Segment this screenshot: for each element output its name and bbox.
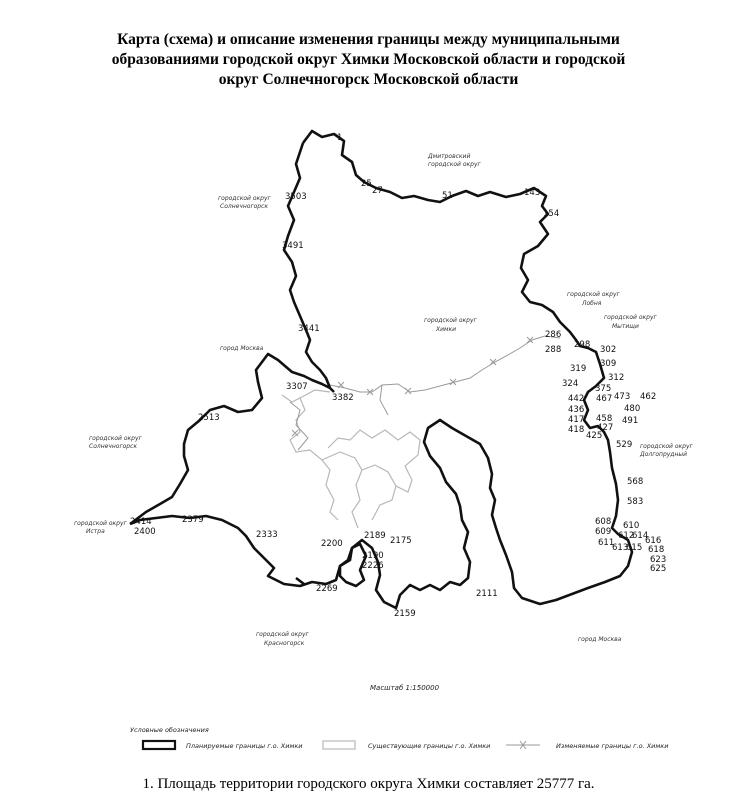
point-label: 2175 [390, 536, 412, 546]
point-label: 25 [361, 179, 372, 189]
point-label: 3307 [286, 382, 308, 392]
region-istra-label: городской округ [74, 520, 127, 527]
legend-existing-label: Существующие границы г.о. Химки [368, 742, 491, 750]
point-label: 616 [645, 536, 662, 546]
point-label: 2226 [362, 561, 384, 571]
region-mytishchi-label: городской округ [604, 314, 657, 321]
point-label: 143 [524, 188, 541, 198]
point-label: 427 [597, 423, 614, 433]
legend-planned-label: Планируемые границы г.о. Химки [186, 742, 303, 750]
point-label: 51 [442, 191, 453, 201]
point-label: 2333 [256, 530, 278, 540]
point-label: 2513 [198, 413, 220, 423]
legend-changed-label: Изменяемые границы г.о. Химки [556, 742, 669, 750]
point-label: 611 [598, 538, 615, 548]
point-label: 2400 [134, 527, 156, 537]
title-line-1: Карта (схема) и описание изменения границы между муниципальными [117, 31, 620, 48]
point-label: 610 [623, 521, 640, 531]
point-label: 2200 [321, 539, 343, 549]
point-label: 615 [626, 543, 643, 553]
point-label: 568 [627, 477, 644, 487]
region-solnechnogorsk-left-label-2: Солнечногорск [89, 443, 138, 450]
boundary-point-labels [130, 133, 666, 619]
title-line-2: образованиями городской округ Химки Московской области и городской [111, 51, 626, 68]
point-label: 462 [640, 392, 657, 402]
legend-changed-swatch [506, 741, 540, 749]
point-label: 623 [650, 555, 667, 565]
point-label: 2414 [130, 517, 152, 527]
point-label: 286 [545, 330, 562, 340]
point-label: 312 [608, 373, 625, 383]
region-solnechnogorsk-left-label: городской округ [89, 435, 142, 442]
point-label: 2111 [476, 589, 498, 599]
region-solnechnogorsk-top-label-2: Солнечногорск [220, 203, 269, 210]
point-label: 1 [337, 133, 343, 143]
point-label: 625 [650, 564, 667, 574]
point-label: 458 [596, 414, 613, 424]
point-label: 3382 [332, 393, 354, 403]
point-label: 3503 [285, 192, 307, 202]
legend-heading: Условные обозначения [130, 726, 209, 734]
region-dmitrovsky-label: Дмитровский [428, 153, 471, 160]
point-label: 613 [612, 543, 629, 553]
point-label: 442 [568, 394, 585, 404]
region-solnechnogorsk-top-label: городской округ [218, 195, 271, 202]
map-scale: Масштаб 1:150000 [370, 684, 440, 692]
point-label: 418 [568, 425, 585, 435]
point-label: 298 [574, 340, 591, 350]
region-mytishchi-label-2: Мытищи [612, 323, 639, 330]
point-label: 154 [543, 209, 560, 219]
point-label: 480 [624, 404, 641, 414]
region-khimki-label-2: Химки [436, 326, 457, 333]
point-label: 467 [596, 394, 613, 404]
point-label: 612 [618, 531, 635, 541]
point-label: 491 [622, 416, 639, 426]
footer-note: 1. Площадь территории городского округа Химки составляет 25777 га. [142, 776, 595, 792]
point-label: 425 [586, 431, 603, 441]
legend-planned-swatch [143, 741, 175, 749]
point-label: 2189 [364, 531, 386, 541]
region-khimki-label: городской округ [424, 317, 477, 324]
point-label: 608 [595, 517, 612, 527]
point-label: 319 [570, 364, 587, 374]
point-label: 302 [600, 345, 617, 355]
point-label: 583 [627, 497, 644, 507]
legend-existing-swatch [323, 741, 355, 749]
region-lobnya-label: городской округ [567, 291, 620, 298]
region-istra-label-2: Истра [86, 528, 105, 535]
point-label: 529 [616, 440, 633, 450]
point-label: 288 [545, 345, 562, 355]
point-label: 27 [372, 186, 383, 196]
region-dolgoprudny-label-2: Долгопрудный [640, 451, 688, 458]
point-label: 2269 [316, 584, 338, 594]
region-lobnya-label-2: Лобня [582, 300, 602, 307]
title-line-3: округ Солнечногорск Московской области [218, 71, 519, 88]
region-moscow-left-label: город Москва [220, 345, 264, 352]
region-dmitrovsky-label-2: городской округ [428, 161, 481, 168]
point-label: 2379 [182, 515, 204, 525]
point-label: 436 [568, 405, 585, 415]
region-dolgoprudny-label: городской округ [640, 443, 693, 450]
region-krasnogorsk-label-2: Красногорск [264, 640, 305, 647]
region-krasnogorsk-label: городской округ [256, 631, 309, 638]
point-label: 3441 [298, 324, 320, 334]
legend [130, 726, 668, 750]
point-label: 614 [632, 531, 649, 541]
point-label: 2190 [362, 551, 384, 561]
point-label: 618 [648, 545, 665, 555]
point-label: 309 [600, 359, 617, 369]
point-label: 417 [568, 415, 585, 425]
point-label: 473 [614, 392, 631, 402]
region-moscow-bottom-label: город Москва [578, 636, 622, 643]
point-label: 2159 [394, 609, 416, 619]
point-label: 3491 [282, 241, 304, 251]
point-label: 609 [595, 527, 612, 537]
point-label: 324 [562, 379, 579, 389]
point-label: 375 [595, 384, 612, 394]
existing-boundaries [282, 390, 420, 528]
changed-boundaries [290, 336, 560, 450]
